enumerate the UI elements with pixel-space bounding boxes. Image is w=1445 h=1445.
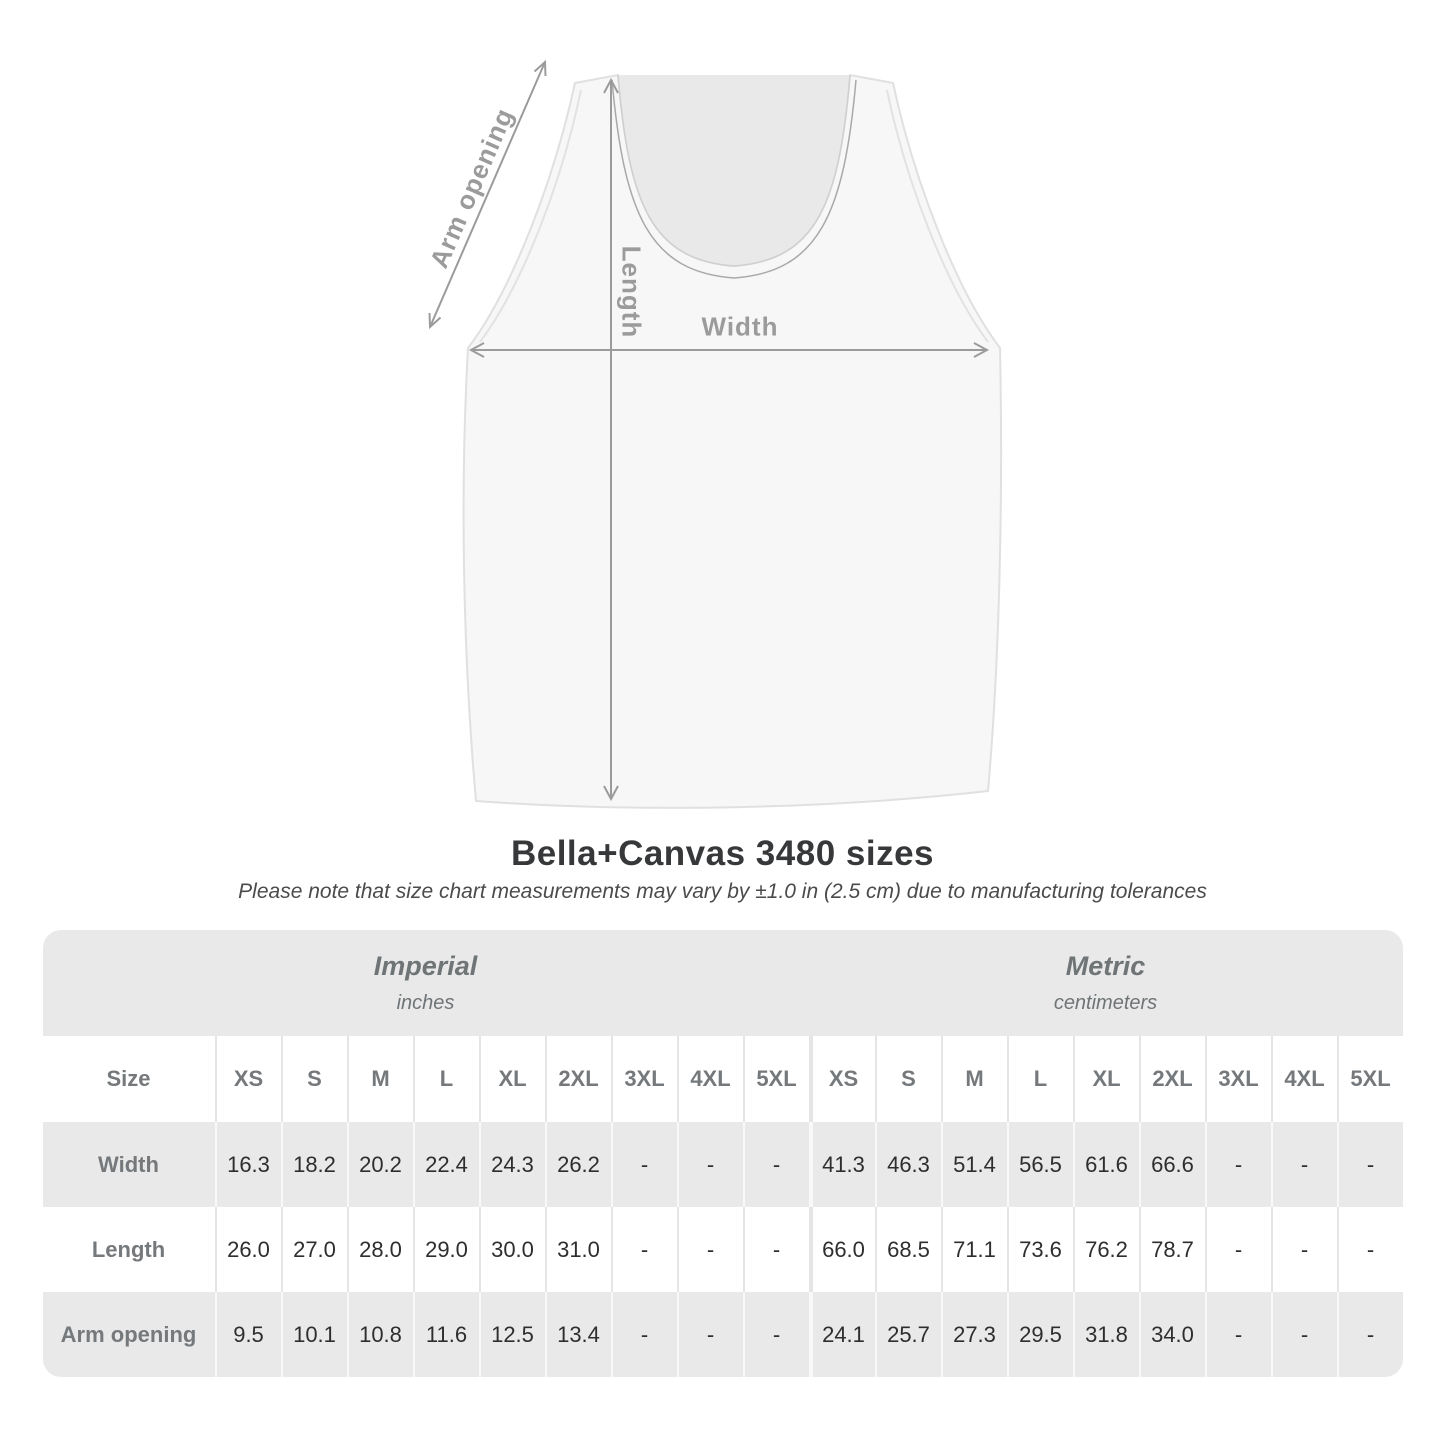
- table-cell: 10.1: [281, 1292, 347, 1377]
- length-label: Length: [616, 245, 647, 339]
- size-header: 5XL: [1337, 1036, 1403, 1122]
- table-cell: -: [1205, 1292, 1271, 1377]
- size-header: L: [413, 1036, 479, 1122]
- table-cell: -: [1337, 1122, 1403, 1207]
- row-label: Arm opening: [43, 1292, 215, 1377]
- table-cell: 16.3: [215, 1122, 281, 1207]
- size-header: 2XL: [1139, 1036, 1205, 1122]
- table-cell: -: [1205, 1207, 1271, 1292]
- table-cell: 68.5: [875, 1207, 941, 1292]
- table-cell: 46.3: [875, 1122, 941, 1207]
- table-cell: -: [677, 1122, 743, 1207]
- table-cell: -: [1337, 1292, 1403, 1377]
- table-cell: 34.0: [1139, 1292, 1205, 1377]
- size-header: 2XL: [545, 1036, 611, 1122]
- tolerance-note: Please note that size chart measurements may vary by ±1.0 in (2.5 cm) due to manufacturing tolerances: [238, 880, 1207, 903]
- table-cell: 71.1: [941, 1207, 1007, 1292]
- table-cell: 11.6: [413, 1292, 479, 1377]
- size-header: S: [875, 1036, 941, 1122]
- row-label: Length: [43, 1207, 215, 1292]
- table-row-length: [43, 1207, 1403, 1292]
- imperial-group-unit: inches: [396, 992, 455, 1014]
- table-cell: -: [743, 1292, 809, 1377]
- size-header: L: [1007, 1036, 1073, 1122]
- imperial-group-header: [43, 930, 809, 1036]
- size-header: M: [347, 1036, 413, 1122]
- table-cell: 12.5: [479, 1292, 545, 1377]
- table-cell: 66.0: [809, 1207, 875, 1292]
- table-cell: -: [743, 1207, 809, 1292]
- table-cell: 29.0: [413, 1207, 479, 1292]
- size-header: 4XL: [677, 1036, 743, 1122]
- width-label: Width: [701, 311, 779, 342]
- row-label: Width: [43, 1122, 215, 1207]
- table-cell: 27.3: [941, 1292, 1007, 1377]
- table-cell: 10.8: [347, 1292, 413, 1377]
- table-row-arm-opening: [43, 1292, 1403, 1377]
- table-cell: 24.1: [809, 1292, 875, 1377]
- table-cell: 13.4: [545, 1292, 611, 1377]
- table-cell: 18.2: [281, 1122, 347, 1207]
- table-cell: -: [611, 1122, 677, 1207]
- table-cell: 41.3: [809, 1122, 875, 1207]
- table-cell: -: [1205, 1122, 1271, 1207]
- table-cell: -: [1337, 1207, 1403, 1292]
- metric-group-header: [809, 930, 1403, 1036]
- table-cell: 26.2: [545, 1122, 611, 1207]
- table-cell: 29.5: [1007, 1292, 1073, 1377]
- size-header: S: [281, 1036, 347, 1122]
- size-header-row: [43, 1036, 1403, 1122]
- table-cell: 76.2: [1073, 1207, 1139, 1292]
- table-cell: 26.0: [215, 1207, 281, 1292]
- metric-group-label: Metric: [1065, 951, 1146, 981]
- table-cell: -: [1271, 1122, 1337, 1207]
- page-title: Bella+Canvas 3480 sizes: [510, 834, 935, 873]
- table-cell: 20.2: [347, 1122, 413, 1207]
- table-cell: 30.0: [479, 1207, 545, 1292]
- table-cell: 78.7: [1139, 1207, 1205, 1292]
- arm-opening-label: Arm opening: [423, 103, 520, 273]
- size-table: [43, 930, 1403, 1377]
- size-header: 4XL: [1271, 1036, 1337, 1122]
- table-cell: 28.0: [347, 1207, 413, 1292]
- table-cell: 22.4: [413, 1122, 479, 1207]
- size-header: XS: [809, 1036, 875, 1122]
- size-header: XS: [215, 1036, 281, 1122]
- size-header: 3XL: [611, 1036, 677, 1122]
- table-cell: -: [677, 1207, 743, 1292]
- size-column-header: Size: [43, 1036, 215, 1122]
- table-cell: 66.6: [1139, 1122, 1205, 1207]
- table-cell: 73.6: [1007, 1207, 1073, 1292]
- table-cell: 31.0: [545, 1207, 611, 1292]
- table-cell: -: [1271, 1207, 1337, 1292]
- table-cell: -: [677, 1292, 743, 1377]
- table-cell: 61.6: [1073, 1122, 1139, 1207]
- size-header: 5XL: [743, 1036, 809, 1122]
- table-cell: 56.5: [1007, 1122, 1073, 1207]
- table-cell: 31.8: [1073, 1292, 1139, 1377]
- table-row-width: [43, 1122, 1403, 1207]
- table-cell: 9.5: [215, 1292, 281, 1377]
- table-cell: 24.3: [479, 1122, 545, 1207]
- size-header: XL: [1073, 1036, 1139, 1122]
- table-cell: -: [611, 1207, 677, 1292]
- table-cell: 25.7: [875, 1292, 941, 1377]
- size-header: M: [941, 1036, 1007, 1122]
- table-cell: -: [1271, 1292, 1337, 1377]
- table-cell: -: [611, 1292, 677, 1377]
- unit-group-row: [43, 930, 1403, 1036]
- table-cell: 51.4: [941, 1122, 1007, 1207]
- size-header: 3XL: [1205, 1036, 1271, 1122]
- table-cell: -: [743, 1122, 809, 1207]
- imperial-group-label: Imperial: [373, 951, 478, 981]
- table-cell: 27.0: [281, 1207, 347, 1292]
- metric-group-unit: centimeters: [1053, 992, 1158, 1014]
- size-header: XL: [479, 1036, 545, 1122]
